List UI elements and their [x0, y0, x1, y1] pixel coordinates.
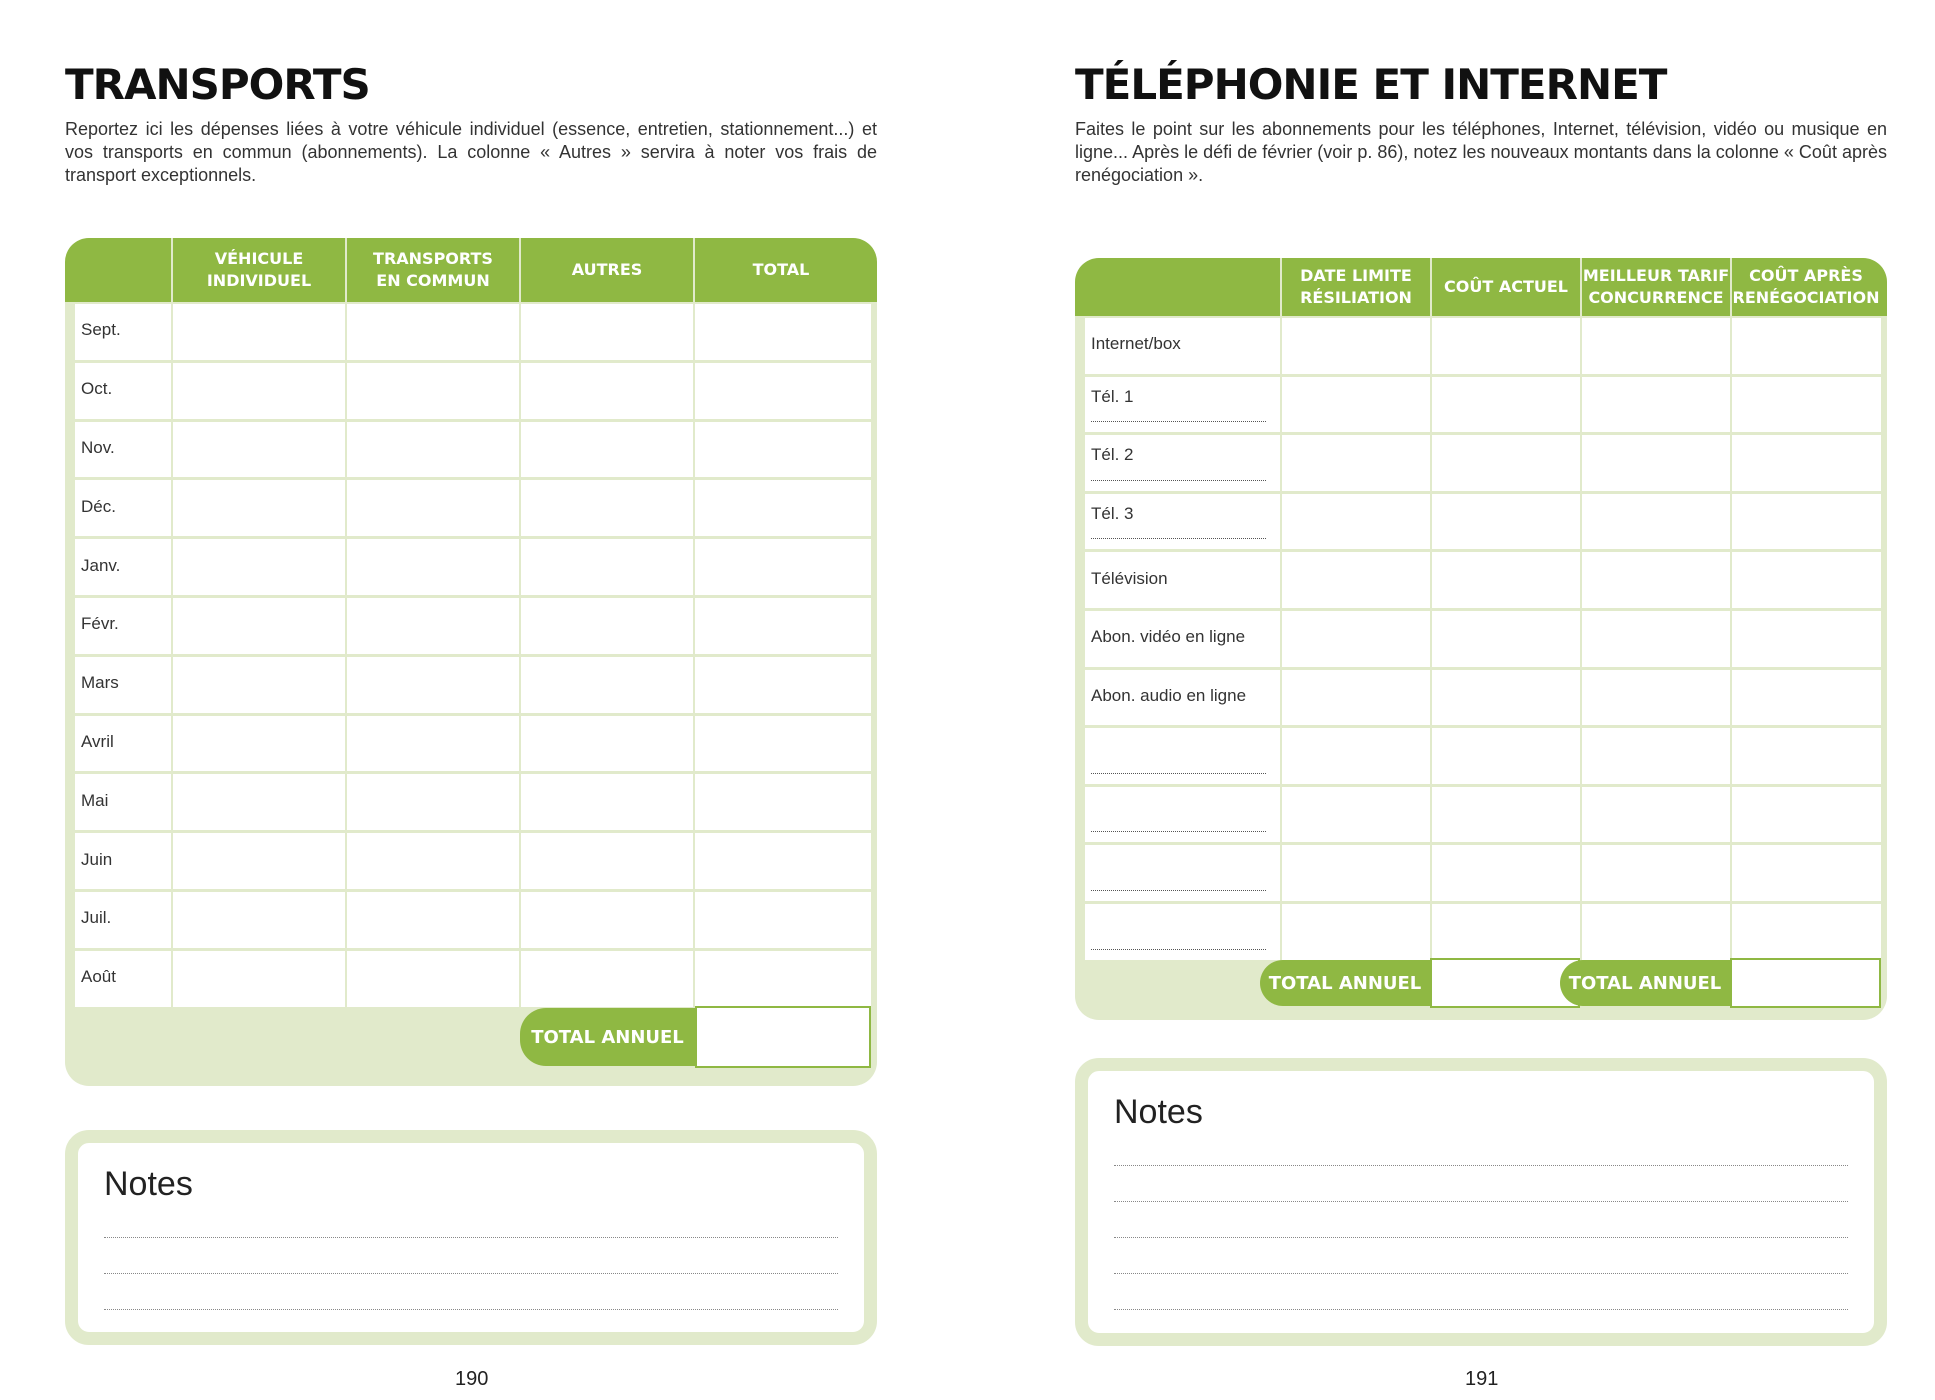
- entry-cell[interactable]: [171, 833, 345, 889]
- write-in-line[interactable]: [1091, 890, 1266, 891]
- row-label: Nov.: [81, 437, 115, 457]
- row-label: Avril: [81, 731, 114, 751]
- entry-cell[interactable]: [693, 480, 871, 536]
- entry-cell[interactable]: [171, 892, 345, 948]
- table-row: [1085, 377, 1881, 433]
- entry-cell[interactable]: [1730, 787, 1881, 843]
- table-row: [75, 716, 871, 772]
- entry-cell[interactable]: [171, 304, 345, 360]
- entry-cell[interactable]: [171, 716, 345, 772]
- entry-cell[interactable]: [171, 774, 345, 830]
- entry-cell[interactable]: [345, 833, 519, 889]
- right-page: [1075, 0, 1895, 1400]
- entry-cell[interactable]: [345, 539, 519, 595]
- table-row: [1085, 787, 1881, 843]
- entry-cell[interactable]: [693, 774, 871, 830]
- entry-cell[interactable]: [1280, 670, 1430, 726]
- notes-line[interactable]: [1114, 1201, 1848, 1202]
- intro-paragraph: Faites le point sur les abonnements pour les téléphones, Internet, télévision, vidéo ou musique en ligne... Après le défi de février (voir p. 86), notez les nouveaux montants dans la colonne « Coût après renégociation ».: [1075, 119, 1887, 185]
- row-label: Mai: [81, 790, 109, 810]
- table-row: [75, 833, 871, 889]
- column-header: COÛT ACTUEL: [1430, 258, 1580, 316]
- column-header: AUTRES: [519, 238, 693, 302]
- entry-cell[interactable]: [345, 480, 519, 536]
- entry-cell[interactable]: [1580, 611, 1730, 667]
- page-number: 190: [455, 1368, 489, 1390]
- entry-cell[interactable]: [1580, 435, 1730, 491]
- entry-cell[interactable]: [1430, 845, 1580, 901]
- row-label: Juil.: [81, 908, 112, 928]
- entry-cell[interactable]: [1580, 552, 1730, 608]
- entry-cell[interactable]: [1280, 494, 1430, 550]
- entry-cell[interactable]: [693, 892, 871, 948]
- table-row: [1085, 611, 1881, 667]
- table-row: [75, 774, 871, 830]
- row-label: Tél. 2: [1091, 445, 1134, 465]
- entry-cell[interactable]: [1730, 494, 1881, 550]
- table-row: [75, 951, 871, 1007]
- transports-table: [65, 238, 877, 1086]
- total-annuel-label-2: TOTAL ANNUEL: [1560, 960, 1730, 1006]
- entry-cell[interactable]: [693, 363, 871, 419]
- notes-title: Notes: [1114, 1093, 1203, 1131]
- write-in-line[interactable]: [1091, 480, 1266, 481]
- entry-cell[interactable]: [345, 598, 519, 654]
- entry-cell[interactable]: [519, 598, 693, 654]
- entry-cell[interactable]: [1430, 787, 1580, 843]
- row-label: Mars: [81, 673, 119, 693]
- page-title: TÉLÉPHONIE ET INTERNET: [1075, 60, 1667, 109]
- row-label: Internet/box: [1091, 334, 1181, 354]
- entry-cell[interactable]: [1280, 552, 1430, 608]
- entry-cell[interactable]: [1580, 670, 1730, 726]
- entry-cell[interactable]: [1730, 670, 1881, 726]
- table-row: [75, 539, 871, 595]
- entry-cell[interactable]: [171, 657, 345, 713]
- write-in-line[interactable]: [1091, 538, 1266, 539]
- entry-cell[interactable]: [1430, 611, 1580, 667]
- row-label: Abon. vidéo en ligne: [1091, 627, 1246, 647]
- notes-line[interactable]: [104, 1309, 838, 1310]
- row-label: Sept.: [81, 320, 121, 340]
- notes-title: Notes: [104, 1165, 193, 1203]
- entry-cell[interactable]: [1580, 904, 1730, 960]
- row-label: Tél. 3: [1091, 503, 1134, 523]
- write-in-line[interactable]: [1091, 831, 1266, 832]
- write-in-line[interactable]: [1091, 949, 1266, 950]
- total-annuel-field[interactable]: [695, 1006, 871, 1068]
- column-header: DATE LIMITE RÉSILIATION: [1280, 258, 1430, 316]
- notes-line[interactable]: [1114, 1165, 1848, 1166]
- telephonie-table: [1075, 258, 1887, 1020]
- entry-cell[interactable]: [519, 774, 693, 830]
- entry-cell[interactable]: [693, 539, 871, 595]
- entry-cell[interactable]: [519, 539, 693, 595]
- table-row: [1085, 904, 1881, 960]
- entry-cell[interactable]: [1580, 728, 1730, 784]
- entry-cell[interactable]: [1730, 435, 1881, 491]
- table-row: [1085, 670, 1881, 726]
- table-row: [1085, 494, 1881, 550]
- total-annuel-field-2[interactable]: [1730, 958, 1881, 1008]
- entry-cell[interactable]: [1580, 845, 1730, 901]
- entry-cell[interactable]: [519, 951, 693, 1007]
- table-row: [1085, 728, 1881, 784]
- column-header: TRANSPORTS EN COMMUN: [345, 238, 519, 302]
- entry-cell[interactable]: [345, 892, 519, 948]
- total-annuel-label-1: TOTAL ANNUEL: [1260, 960, 1430, 1006]
- entry-cell[interactable]: [345, 422, 519, 478]
- table-row: [1085, 845, 1881, 901]
- row-label: Déc.: [81, 496, 116, 516]
- notes-line[interactable]: [104, 1237, 838, 1238]
- entry-cell[interactable]: [1280, 728, 1430, 784]
- table-row: [1085, 552, 1881, 608]
- entry-cell[interactable]: [345, 304, 519, 360]
- entry-cell[interactable]: [519, 716, 693, 772]
- entry-cell[interactable]: [171, 539, 345, 595]
- entry-cell[interactable]: [1280, 435, 1430, 491]
- row-label: Tél. 1: [1091, 386, 1134, 406]
- entry-cell[interactable]: [1280, 611, 1430, 667]
- table-row: [75, 304, 871, 360]
- entry-cell[interactable]: [1430, 435, 1580, 491]
- entry-cell[interactable]: [1580, 318, 1730, 374]
- entry-cell[interactable]: [693, 716, 871, 772]
- column-header: MEILLEUR TARIF CONCURRENCE: [1580, 258, 1730, 316]
- entry-cell[interactable]: [345, 716, 519, 772]
- column-header: TOTAL: [693, 238, 867, 302]
- entry-cell[interactable]: [1730, 904, 1881, 960]
- notes-line[interactable]: [1114, 1273, 1848, 1274]
- entry-cell[interactable]: [1580, 494, 1730, 550]
- entry-cell[interactable]: [519, 480, 693, 536]
- entry-cell[interactable]: [1730, 318, 1881, 374]
- table-row: [1085, 318, 1881, 374]
- entry-cell[interactable]: [1730, 377, 1881, 433]
- table-row: [75, 598, 871, 654]
- column-header: VÉHICULE INDIVIDUEL: [171, 238, 345, 302]
- entry-cell[interactable]: [1280, 904, 1430, 960]
- entry-cell[interactable]: [1430, 377, 1580, 433]
- entry-cell[interactable]: [1430, 552, 1580, 608]
- notes-line[interactable]: [104, 1273, 838, 1274]
- row-label: Févr.: [81, 614, 119, 634]
- notes-line[interactable]: [1114, 1237, 1848, 1238]
- table-row: [75, 480, 871, 536]
- write-in-line[interactable]: [1091, 421, 1266, 422]
- row-label: Télévision: [1091, 568, 1168, 588]
- table-header: [1075, 258, 1887, 316]
- table-row: [75, 892, 871, 948]
- entry-cell[interactable]: [519, 892, 693, 948]
- entry-cell[interactable]: [171, 598, 345, 654]
- row-label: Juin: [81, 849, 113, 869]
- entry-cell[interactable]: [1280, 377, 1430, 433]
- entry-cell[interactable]: [171, 951, 345, 1007]
- row-label: Août: [81, 967, 116, 987]
- table-header: [65, 238, 877, 302]
- entry-cell[interactable]: [519, 422, 693, 478]
- table-row: [75, 422, 871, 478]
- entry-cell[interactable]: [171, 363, 345, 419]
- table-row: [1085, 435, 1881, 491]
- entry-cell[interactable]: [1730, 552, 1881, 608]
- entry-cell[interactable]: [345, 363, 519, 419]
- entry-cell[interactable]: [693, 598, 871, 654]
- notes-line[interactable]: [1114, 1309, 1848, 1310]
- notes-box: [65, 1130, 877, 1345]
- intro-paragraph: Reportez ici les dépenses liées à votre véhicule individuel (essence, entretien, stationnement...) et vos transports en commun (abonnements). La colonne « Autres » servira à noter vos frais de transport exceptionnels.: [65, 119, 877, 185]
- table-row: [75, 363, 871, 419]
- entry-cell[interactable]: [1280, 318, 1430, 374]
- entry-cell[interactable]: [1580, 787, 1730, 843]
- entry-cell[interactable]: [1430, 318, 1580, 374]
- entry-cell[interactable]: [171, 422, 345, 478]
- total-annuel-label: TOTAL ANNUEL: [520, 1008, 695, 1066]
- row-label: Janv.: [81, 555, 121, 575]
- entry-cell[interactable]: [1730, 845, 1881, 901]
- entry-cell[interactable]: [1580, 377, 1730, 433]
- entry-cell[interactable]: [1430, 904, 1580, 960]
- entry-cell[interactable]: [345, 657, 519, 713]
- left-page: [65, 0, 885, 1400]
- entry-cell[interactable]: [1430, 728, 1580, 784]
- entry-cell[interactable]: [693, 422, 871, 478]
- notes-box: [1075, 1058, 1887, 1346]
- entry-cell[interactable]: [693, 304, 871, 360]
- entry-cell[interactable]: [345, 774, 519, 830]
- page-title: TRANSPORTS: [65, 60, 370, 109]
- entry-cell[interactable]: [519, 363, 693, 419]
- entry-cell[interactable]: [171, 480, 345, 536]
- entry-cell[interactable]: [345, 951, 519, 1007]
- total-annuel-field-1[interactable]: [1430, 958, 1580, 1008]
- table-row: [75, 657, 871, 713]
- row-label: Abon. audio en ligne: [1091, 685, 1247, 705]
- entry-cell[interactable]: [1430, 670, 1580, 726]
- entry-cell[interactable]: [1280, 845, 1430, 901]
- entry-cell[interactable]: [519, 304, 693, 360]
- entry-cell[interactable]: [693, 657, 871, 713]
- entry-cell[interactable]: [1280, 787, 1430, 843]
- entry-cell[interactable]: [519, 657, 693, 713]
- entry-cell[interactable]: [1730, 728, 1881, 784]
- row-label: Oct.: [81, 379, 113, 399]
- entry-cell[interactable]: [1430, 494, 1580, 550]
- entry-cell[interactable]: [1730, 611, 1881, 667]
- entry-cell[interactable]: [693, 833, 871, 889]
- write-in-line[interactable]: [1091, 773, 1266, 774]
- entry-cell[interactable]: [693, 951, 871, 1007]
- entry-cell[interactable]: [519, 833, 693, 889]
- column-header: COÛT APRÈS RENÉGOCIATION: [1730, 258, 1880, 316]
- page-number: 191: [1465, 1368, 1499, 1390]
